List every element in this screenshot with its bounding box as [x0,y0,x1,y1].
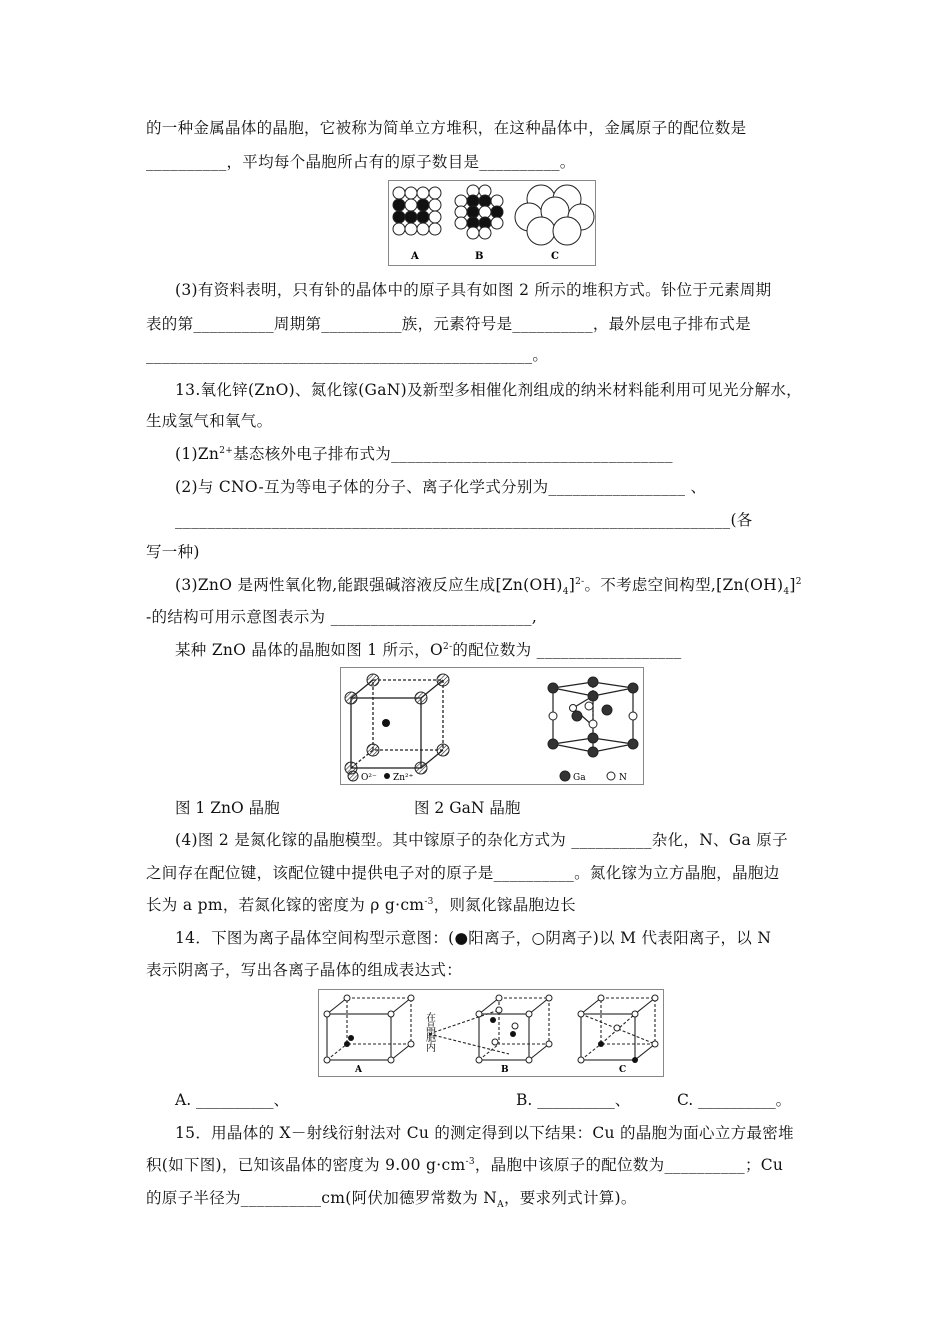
text-run: 某种 ZnO 晶体的晶胞如图 1 所示，O [175,641,444,659]
figure-label-c: C [619,1065,627,1075]
subscript: A [497,1200,504,1211]
text-run: (1)Zn [175,445,220,463]
text-line: 的一种金属晶体的晶胞，它被称为简单立方堆积，在这种晶体中，金属原子的配位数是 [146,119,747,137]
packing-figure [388,180,596,266]
figure-label-a: A [355,1065,362,1075]
figure-label-a: A [411,251,419,262]
text-line: 15．用晶体的 X－射线衍射法对 Cu 的测定得到以下结果：Cu 的晶胞为面心立方最密堆 [175,1124,794,1142]
subscript: 4 [783,587,790,598]
superscript: 2- [443,641,453,652]
text-run: 积(如下图)，已知该晶体的密度为 9.00 g·cm [146,1156,466,1174]
legend-ga: Ga [573,773,586,783]
superscript: -3 [465,1156,475,1167]
subscript: 4 [562,587,569,598]
superscript: 2+ [219,445,234,456]
text-run: ，要求列式计算)。 [503,1189,637,1207]
text-line: 表示阴离子，写出各离子晶体的组成表达式： [146,961,463,979]
packing-diagram [389,181,595,265]
figure-label-b: B [475,251,484,262]
text-line: 13.氧化锌(ZnO)、氮化镓(GaN)及新型多相催化剂组成的纳米材料能利用可见光分解水， [175,381,802,399]
text-run: 的原子半径为__________cm(阿伏加德罗常数为 N [146,1189,498,1207]
text-line: -的结构可用示意图表示为 _________________________, [146,608,538,626]
text-line: 表的第__________周期第__________族，元素符号是__________，最外层电子排布式是 [146,315,751,333]
text-line: (4)图 2 是氮化镓的晶胞模型。其中镓原子的杂化方式为 __________杂化，N、Ga 原子 [175,831,788,849]
legend-n: N [619,773,627,783]
text-line: 14．下图为离子晶体空间构型示意图：(●阳离子，○阴离子)以 M 代表阳离子，以 N [175,929,772,947]
text-line: ________________________________________________。 [146,346,549,364]
answer-c: C. __________。 [677,1091,792,1109]
text-line: 之间存在配位键，该配位键中提供电子对的原子是__________。氮化镓为立方晶胞，晶胞边 [146,864,780,882]
text-run: ] [789,576,796,594]
superscript: 2- [575,576,585,587]
figure-label-c: C [551,251,559,262]
text-line [175,573,802,597]
text-line: _____________________________________________________________________(各 [175,511,753,529]
figure-label-b: B [501,1065,509,1075]
answer-a: A. __________、 [175,1091,290,1109]
text-line: 生成氢气和氧气。 [146,412,273,430]
superscript: 2 [795,576,802,587]
text-run: 长为 a pm，若氮化镓的密度为 ρ g·cm [146,896,425,914]
text-run: 。不考虑空间构型,[Zn(OH) [584,576,784,594]
text-line: (2)与 CNO-互为等电子体的分子、离子化学式分别为_________________ 、 [175,478,707,496]
text-run: ，晶胞中该原子的配位数为__________；Cu [474,1156,784,1174]
legend-zn: Zn²⁺ [393,773,414,783]
text-line [146,1153,783,1175]
text-line [175,442,673,464]
zno-gan-diagram [341,668,643,784]
ionic-crystal-diagram [319,990,663,1076]
text-line: (3)有资料表明，只有钋的晶体中的原子具有如图 2 所示的堆积方式。钋位于元素周期 [175,281,772,299]
text-line: __________，平均每个晶胞所占有的原子数目是__________。 [146,153,576,171]
text-run: ] [568,576,576,594]
text-line [146,1186,637,1210]
ionic-crystal-figure [318,989,664,1077]
text-run: 的配位数为 __________________ [452,641,682,659]
text-line [175,638,682,660]
text-line: 写一种) [146,543,200,561]
answer-b: B. __________、 [516,1091,631,1109]
crystal-figure [340,667,644,785]
inside-cell-label: 在晶胞内 [423,1012,435,1052]
legend-o: O²⁻ [361,773,377,783]
figure-caption: 图 2 GaN 晶胞 [414,799,521,817]
text-run: 基态核外电子排布式为___________________________________ [233,445,673,463]
text-run: (3)ZnO 是两性氧化物,能跟强碱溶液反应生成[Zn(OH) [175,576,563,594]
superscript: -3 [424,896,434,907]
figure-caption: 图 1 ZnO 晶胞 [175,799,280,817]
text-run: ，则氮化镓晶胞边长 [433,896,576,914]
text-line [146,893,576,915]
